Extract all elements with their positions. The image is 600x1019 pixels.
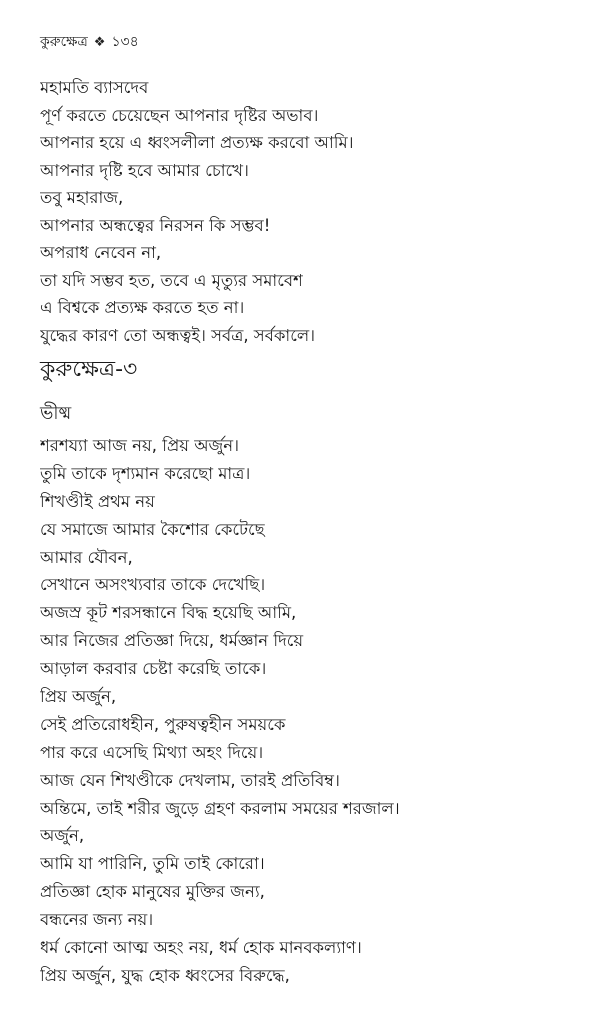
running-header [40, 30, 139, 54]
section-heading: কুরুক্ষেত্র-৩ [40, 357, 138, 382]
poem-line: আমার যৌবন, [40, 547, 133, 567]
poem-line: বন্ধনের জন্য নয়। [40, 910, 154, 930]
poem-line: তবু মহারাজ, [40, 188, 124, 207]
poem-line: সেই প্রতিরোধহীন, পুরুষত্বহীন সময়কে [40, 714, 286, 734]
poem-continuation [40, 74, 580, 349]
poem-line: অপরাধ নেবেন না, [40, 243, 162, 262]
poem-line: পার করে এসেছি মিথ্যা অহং দিয়ে। [40, 742, 264, 762]
poem-line: প্রিয় অর্জুন, যুদ্ধ হোক ধ্বংসের বিরুদ্ধে, [40, 965, 290, 985]
poem-body [40, 432, 580, 990]
poem-line: আপনার দৃষ্টি হবে আমার চোখে। [40, 160, 249, 180]
section-subheading: ভীষ্ম [40, 403, 72, 424]
poem-line: আপনার হয়ে এ ধ্বংসলীলা প্রত্যক্ষ করবো আমি। [40, 133, 354, 152]
poem-line: আর নিজের প্রতিজ্ঞা দিয়ে, ধর্মজ্ঞান দিয়ে [40, 631, 304, 651]
poem-line: অন্তিমে, তাই শরীর জুড়ে গ্রহণ করলাম সময়ের শরজাল। [40, 798, 400, 818]
poem-line: অর্জুন, [40, 826, 85, 846]
header-title: কুরুক্ষেত্র [40, 34, 88, 50]
poem-line: আজ যেন শিখণ্ডীকে দেখলাম, তারই প্রতিবিম্ব। [40, 770, 340, 790]
poem-line: সেখানে অসংখ্যবার তাকে দেখেছি। [40, 575, 266, 595]
poem-line: আপনার অন্ধত্বের নিরসন কি সম্ভব! [40, 215, 271, 235]
poem-line: যে সমাজে আমার কৈশোর কেটেছে [40, 519, 265, 539]
poem-line: তা যদি সম্ভব হত, তবে এ মৃত্যুর সমাবেশ [40, 270, 303, 290]
poem-line: মহামতি ব্যাসদেব [40, 78, 149, 97]
page-number: ১৩৪ [111, 34, 139, 50]
poem-line: ধর্ম কোনো আত্ম অহং নয়, ধর্ম হোক মানবকল্যাণ। [40, 938, 362, 958]
poem-line: তুমি তাকে দৃশ্যমান করেছো মাত্র। [40, 463, 251, 483]
poem-line: আড়াল করবার চেষ্টা করেছি তাকে। [40, 659, 267, 679]
poem-line: শিখণ্ডীই প্রথম নয় [40, 491, 155, 511]
poem-line: প্রিয় অর্জুন, [40, 687, 117, 707]
poem-line: আমি যা পারিনি, তুমি তাই কোরো। [40, 854, 265, 874]
poem-line: এ বিশ্বকে প্রত্যক্ষ করতে হত না। [40, 298, 245, 317]
poem-line: প্রতিজ্ঞা হোক মানুষের মুক্তির জন্য, [40, 882, 265, 902]
poem-line: পূর্ণ করতে চেয়েছেন আপনার দৃষ্টির অভাব। [40, 105, 319, 125]
ornament-icon: ❖ [93, 35, 106, 50]
poem-line: যুদ্ধের কারণ তো অন্ধত্বই। সর্বত্র, সর্বকালে। [40, 325, 316, 345]
poem-line: শরশয্যা আজ নয়, প্রিয় অর্জুন। [40, 436, 240, 455]
poem-line: অজস্র কূট শরসন্ধানে বিদ্ধ হয়েছি আমি, [40, 603, 297, 623]
